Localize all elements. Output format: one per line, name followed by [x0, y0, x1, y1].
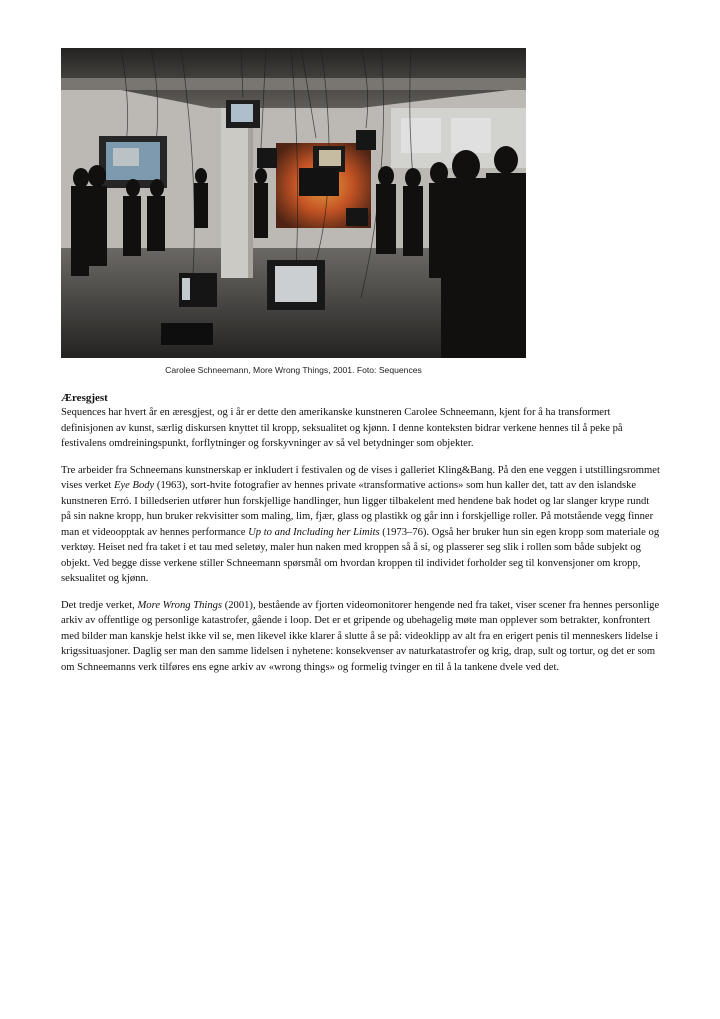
installation-photo — [61, 48, 526, 358]
paragraph-text: (1963), sort-hvite fotografier av hennes private «transformative actions» som hun kaller det, tatt av den islandske kunstneren Erró. I billedserien utfører hun forskjellige handlinger, hun ligger tilbakelent med hendene bak hodet og lar slanger krype rundt på sin nakne kropp, hun bruker rekvisitter som maling, lim, fjær, glass og plastikk og går inn i forskjellige roller. På motstående vegg finner man et videoopptak av hennes performance — [61, 480, 654, 538]
photo-caption: Carolee Schneemann, More Wrong Things, 2001. Foto: Sequences — [165, 365, 422, 375]
article-paragraph-2 — [61, 463, 661, 587]
artwork-title: Eye Body — [113, 480, 155, 491]
article-paragraph-3 — [61, 598, 661, 676]
paragraph-text: Sequences har hvert år en æresgjest, og i år er dette den amerikanske kunstneren Carolee Schneemann, kjent for å ha transformert definisjonen av kunst, særlig diskursen knyttet til kropp, seksualitet og kjønn. I denne konteksten bidrar verkene hennes til å peke på festivalens omdreiningspunkt, forflytninger og forskyvninger av så vel betydninger som objekter. — [61, 407, 623, 449]
paragraph-text: (2001), bestående av fjorten videomonitorer hengende ned fra taket, viser scener fra hennes personlige arkiv av offentlige og personlige katastrofer, gående i loop. Det er et gripende og ubehagelig møte man opplever som betrakter, konfrontert med bilder man kanskje helst ikke vil se, men likevel ikke klarer å slutte å se på: videoklipp av alt fra en erigert penis til menneskers lidelse i krigssituasjoner. Daglig ser man den samme lidelsen i nyhetene: konsekvenser av naturkatastrofer og krig, drap, sult og tortur, og det er som om Schneemanns verk tilføres ens egne arkiv av «wrong things» og formelig tvinger en til å la tankene dvele ved det. — [61, 599, 660, 673]
artwork-title: Up to and Including her Limits — [248, 526, 380, 538]
paragraph-text: Det tredje verket, — [61, 599, 138, 611]
article — [61, 392, 661, 686]
article-paragraph-1 — [61, 405, 661, 452]
paragraph-text: Tre arbeider fra Schneemans kunstnerskap er inkludert i festivalen og de vises i galleriet Kling&Bang. På den ene veggen i utstillingsrommet vises verket — [61, 464, 660, 491]
artwork-title: More Wrong Things — [137, 599, 223, 611]
paragraph-text: (1973–76). Også her bruker hun sin egen kropp som materiale og verktøy. Heiset ned fra taket i et tau med seletøy, maler hun naken med kroppen så å si, og plasserer seg slik i rollen som både subjekt og objekt. Ved begge disse verkene stiller Schneemann spørsmål om hvordan kroppen til individet forholder seg til konvensjoner om kropp, seksualitet og kjønn. — [61, 526, 660, 584]
article-heading: Æresgjest — [61, 392, 108, 404]
